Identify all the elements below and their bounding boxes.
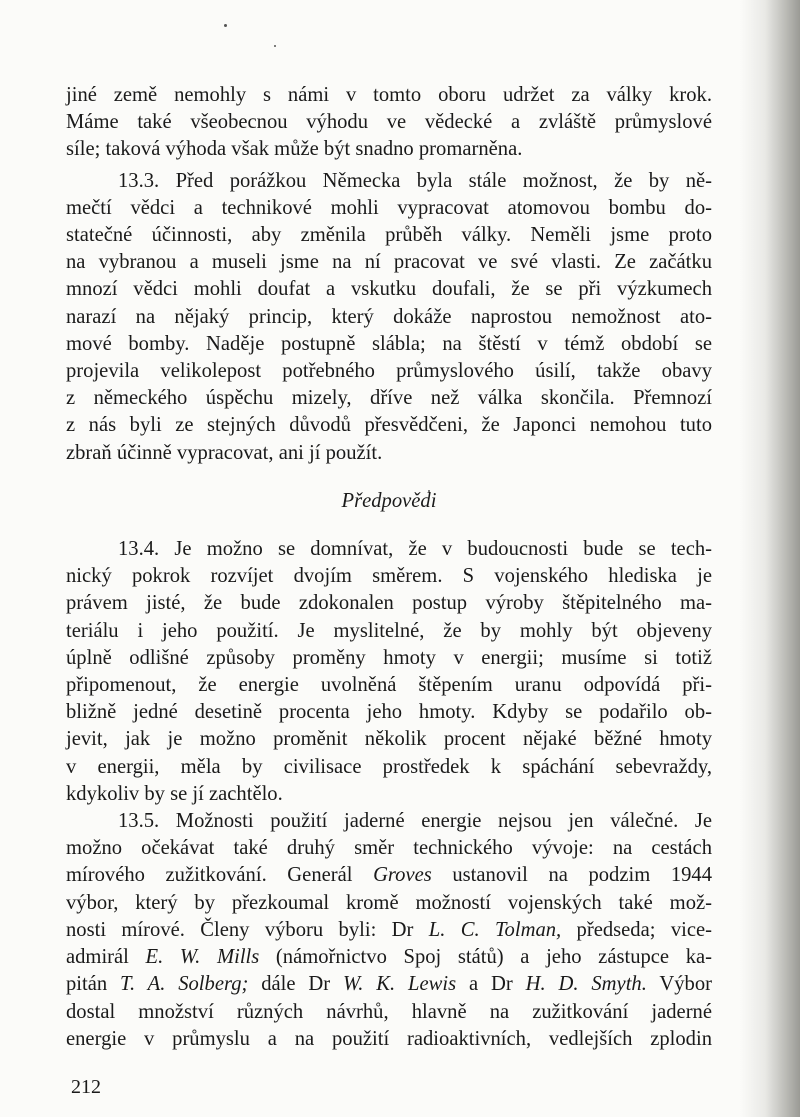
paragraph-13-3 bbox=[66, 168, 712, 467]
text-line: mnozí vědci mohli doufat a vskutku doufali, že se při výzkumech bbox=[66, 278, 712, 301]
text-line: zbraň účinně vypracovat, ani jí použít. bbox=[66, 441, 383, 464]
section-heading: Předpovědi bbox=[341, 489, 437, 512]
print-speck bbox=[274, 45, 276, 47]
text-line: dostal množství různých návrhů, hlavně na zužitkování jaderné bbox=[66, 1000, 712, 1023]
person-name: Groves bbox=[373, 864, 432, 887]
text-run: (námořnictvo Spoj států) a jeho zástupce ka- bbox=[259, 946, 712, 969]
text-line: kdykoliv by se jí zachtělo. bbox=[66, 782, 283, 805]
text-line: statečné účinnosti, aby změnila průběh války. Neměli jsme proto bbox=[66, 224, 712, 247]
text-line: výbor, který by přezkoumal kromě možností vojenských také mož- bbox=[66, 891, 712, 914]
person-name: E. W. Mills bbox=[145, 946, 260, 969]
text-run: předseda; vice- bbox=[561, 918, 712, 941]
text-run: ustanovil na podzim 1944 bbox=[431, 864, 713, 887]
paragraph-intro bbox=[66, 82, 712, 164]
text-line: z německého úspěchu mizely, dříve než válka skončila. Přemnozí bbox=[66, 387, 712, 410]
person-name: T. A. Solberg; bbox=[120, 973, 249, 996]
text-run: admirál bbox=[66, 946, 146, 969]
text-line: energie v průmyslu a na použití radioaktivních, vedlejších zplodin bbox=[66, 1027, 712, 1050]
paragraph-13-4 bbox=[66, 536, 712, 808]
text-line: připomenout, že energie uvolněná štěpením uranu odpovídá při- bbox=[66, 674, 712, 697]
text-run: Výbor bbox=[646, 973, 712, 996]
person-name: L. C. Tolman, bbox=[428, 918, 562, 941]
text-line: teriálu i jeho použití. Je myslitelné, že by mohly být objeveny bbox=[66, 619, 712, 642]
text-line bbox=[66, 917, 712, 944]
text-line: 13.4. Je možno se domnívat, že v budoucnosti bude se tech- bbox=[118, 538, 712, 561]
person-name: W. K. Lewis bbox=[343, 973, 457, 996]
text-run: pitán bbox=[66, 973, 121, 996]
text-line: Máme také všeobecnou výhodu ve vědecké a zvláště průmyslové bbox=[66, 111, 712, 134]
text-run: dále Dr bbox=[248, 973, 344, 996]
text-line: právem jisté, že bude zdokonalen postup výroby štěpitelného ma- bbox=[66, 592, 712, 615]
text-line: narazí na nějaký princip, který dokáže naprostou nemožnost ato- bbox=[66, 305, 712, 328]
page-number: 212 bbox=[71, 1076, 101, 1098]
text-line bbox=[66, 971, 712, 998]
text-line: z nás byli ze stejných důvodů přesvědčeni, že Japonci nemohou tuto bbox=[66, 414, 712, 437]
text-run: a Dr bbox=[456, 973, 526, 996]
text-run: nosti mírové. Členy výboru byli: Dr bbox=[66, 918, 429, 941]
text-line: úplně odlišné způsoby proměny hmoty v energii; musíme si totiž bbox=[66, 646, 712, 669]
text-run: mírového zužitkování. Generál bbox=[66, 864, 374, 887]
person-name: H. D. Smyth. bbox=[525, 973, 647, 996]
text-line: nický pokrok rozvíjet dvojím směrem. S vojenského hlediska je bbox=[66, 565, 712, 588]
text-line: 13.3. Před porážkou Německa byla stále možnost, že by ně- bbox=[118, 169, 712, 192]
text-line: na vybranou a museli jsme na ní pracovat ve své vlasti. Ze začátku bbox=[66, 251, 712, 274]
text-line: síle; taková výhoda však může být snadno promarněna. bbox=[66, 138, 523, 161]
body-text bbox=[66, 82, 712, 1053]
text-line bbox=[66, 862, 712, 889]
text-line: v energii, měla by civilisace prostředek k spáchání sebevraždy, bbox=[66, 755, 712, 778]
text-line: 13.5. Možnosti použití jaderné energie nejsou jen válečné. Je bbox=[118, 810, 712, 833]
text-line: možno očekávat také druhý směr technického vývoje: na cestách bbox=[66, 837, 712, 860]
text-line bbox=[66, 944, 712, 971]
print-speck bbox=[224, 24, 227, 27]
text-line: jevit, jak je možno proměnit několik procent nějaké běžné hmoty bbox=[66, 728, 712, 751]
text-line: mečtí vědci a technikové mohli vypracovat atomovou bombu do- bbox=[66, 196, 712, 219]
text-line: mové bomby. Naděje postupně slábla; na štěstí v témž období se bbox=[66, 332, 712, 355]
text-line: projevila velikolepost potřebného průmyslového úsilí, takže obavy bbox=[66, 360, 712, 383]
text-line: bližně jedné desetině procenta jeho hmoty. Kdyby se podařilo ob- bbox=[66, 701, 712, 724]
paragraph-13-5 bbox=[66, 808, 712, 1053]
text-line: jiné země nemohly s námi v tomto oboru udržet za války krok. bbox=[66, 84, 712, 106]
